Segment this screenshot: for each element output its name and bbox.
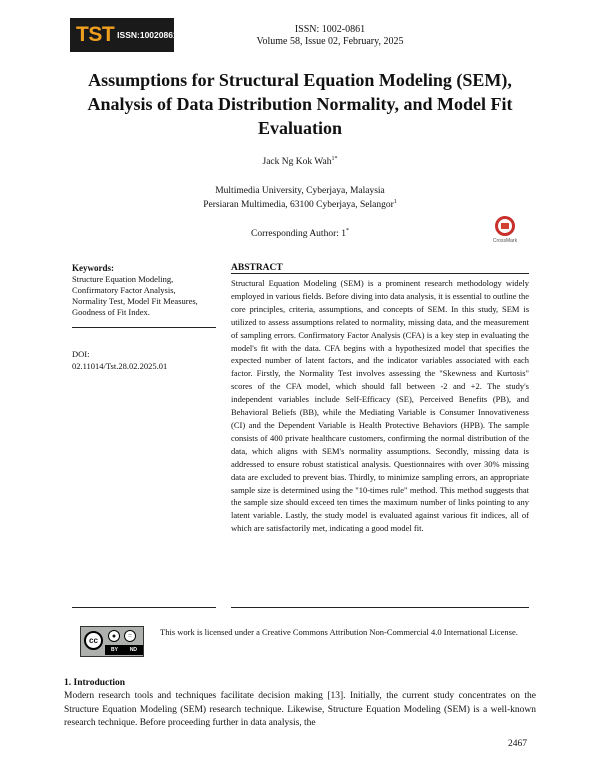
introduction-text: Modern research tools and techniques facilitate decision making [13]. Initially, the current study concentrates on the Structure Equation Modeling (SEM) research technique. Likewise, Structure Equation Modeling (SEM) is a well-known research technique. Before proceeding further in data analysis, the <box>64 691 536 728</box>
doi-value[interactable]: 02.11014/Tst.28.02.2025.01 <box>72 361 168 371</box>
no-derivatives-icon: = <box>124 630 136 642</box>
keywords-text: Structure Equation Modeling, Confirmatory Factor Analysis, Normality Test, Model Fit Measures, Goodness of Fit Index. <box>72 274 198 317</box>
abstract-heading: ABSTRACT <box>231 263 283 273</box>
abstract-text: Structural Equation Modeling (SEM) is a prominent research methodology widely employed in various fields. Before diving into data analysis, it is essential to outline the core principles, criteria, assumptions, and concepts of SEM. In this study, SEM is utilized to assess assumptions related to normality, missing data, and the measurement of sampling errors. Confirmatory Factor Analysis (CFA) is a key step in evaluating the model's fit with the data. CFA begins with a hypothesized model that specifies the expected number of latent factors, and the indicator variables associated with each factor. Firstly, the Normality Test involves assessing the "Skewness and Kurtosis" scores of the CFA model, which should fall between -2 and +2. The study's independent variables include Self-Efficacy (SE), Perceived Benefits (PB), and Behavioral Beliefs (BB), while the Mediating Variable is Consumer Innovativeness (CI) and the Dependent Variable is Health Protective Behaviors (HPB). The sample consists of 400 private healthcare customers, confirming the normal distribution of the data, which aligns with SEM's normality assumptions. Secondly, missing data is addressed to ensure robust statistical analysis. Questionnaires with over 30% missing data are excluded to prevent bias. Thirdly, to minimize sampling errors, an appropriate sample size is determined using the "10-times rule" method. This method suggests that the sample size should exceed ten times the maximum number of links pointing to any latent variable. Lastly, the study model is evaluated against various fit indices, all of which are satisfactorily met, indicating a good model fit. <box>231 278 529 534</box>
cc-by-label: BY <box>110 647 118 653</box>
corresponding-label: Corresponding Author: 1 <box>251 229 346 240</box>
affiliation-line-2 <box>0 199 600 210</box>
journal-logo <box>70 18 178 52</box>
introduction-heading: 1. Introduction <box>64 678 126 688</box>
left-divider-bottom <box>72 607 216 608</box>
author-name <box>0 156 600 167</box>
doi-label: DOI: <box>72 349 90 359</box>
crossmark-icon <box>495 216 515 236</box>
logo-mark: TST <box>76 23 115 46</box>
crossmark-label: CrossMark <box>492 238 518 244</box>
crossmark-badge[interactable] <box>488 216 522 248</box>
keywords-heading: Keywords: <box>72 263 114 273</box>
page-number: 2467 <box>508 739 527 749</box>
logo-issn: ISSN:10020861 <box>117 30 178 40</box>
cc-license-badge[interactable] <box>80 626 144 657</box>
title-line-1: Assumptions for Structural Equation Modeling (SEM), <box>88 70 512 90</box>
affiliation-line-1: Multimedia University, Cyberjaya, Malaysia <box>215 186 385 196</box>
author-marks: 1* <box>331 156 338 162</box>
affiliation-mark: 1 <box>393 199 397 205</box>
cc-badge-strip <box>105 645 143 655</box>
cc-icon: cc <box>84 631 103 650</box>
journal-volume: Volume 58, Issue 02, February, 2025 <box>256 36 404 47</box>
journal-issn: ISSN: 1002-0861 <box>294 24 366 35</box>
left-divider-top <box>72 327 216 328</box>
title-line-3: Evaluation <box>257 118 343 138</box>
affiliation-line-2-text: Persiaran Multimedia, 63100 Cyberjaya, Selangor <box>203 200 394 211</box>
cc-nd-label: ND <box>129 647 138 653</box>
license-text: This work is licensed under a Creative Commons Attribution Non-Commercial 4.0 International License. <box>160 627 518 637</box>
author-name-text: Jack Ng Kok Wah <box>262 157 332 168</box>
abstract-divider-top <box>231 273 529 274</box>
paper-title <box>40 68 560 140</box>
abstract-divider-bottom <box>231 607 529 608</box>
attribution-icon: ● <box>108 630 120 642</box>
corresponding-mark: * <box>346 228 349 234</box>
title-line-2: Analysis of Data Distribution Normality, and Model Fit <box>87 94 513 114</box>
